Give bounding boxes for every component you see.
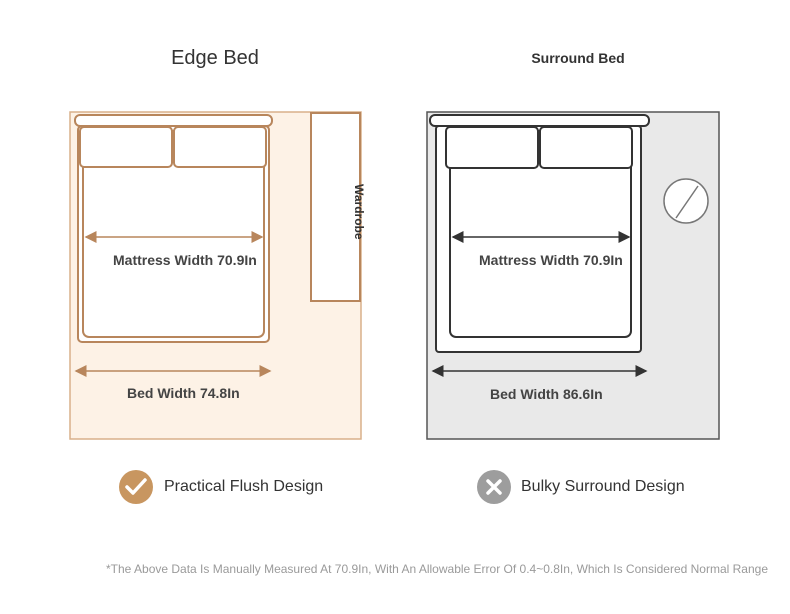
edge-bed-width-label: Bed Width 74.8In xyxy=(127,385,240,401)
surround-pillow-left xyxy=(446,127,538,168)
surround-mattress-width-label: Mattress Width 70.9In xyxy=(479,252,623,268)
surround-headboard xyxy=(430,115,649,126)
surround-bed-width-label: Bed Width 86.6In xyxy=(490,386,603,402)
practical-design-label: Practical Flush Design xyxy=(164,478,324,495)
no-entry-icon xyxy=(664,179,708,223)
surround-bed xyxy=(430,115,649,352)
edge-mattress-width-label: Mattress Width 70.9In xyxy=(113,252,257,268)
surround-bed-title: Surround Bed xyxy=(531,50,625,66)
edge-bed xyxy=(75,115,272,342)
surround-pillow-right xyxy=(540,127,632,168)
wardrobe-label: Wardrobe xyxy=(352,184,366,240)
measurement-footnote: *The Above Data Is Manually Measured At 70.9In, With An Allowable Error Of 0.4~0.8In, Which Is Considered Normal Range xyxy=(106,562,769,576)
edge-pillow-left xyxy=(80,127,172,167)
bulky-design-label: Bulky Surround Design xyxy=(521,478,685,495)
edge-headboard xyxy=(75,115,272,126)
edge-bed-title: Edge Bed xyxy=(171,47,259,69)
edge-pillow-right xyxy=(174,127,266,167)
check-icon xyxy=(119,470,153,504)
cross-icon xyxy=(477,470,511,504)
